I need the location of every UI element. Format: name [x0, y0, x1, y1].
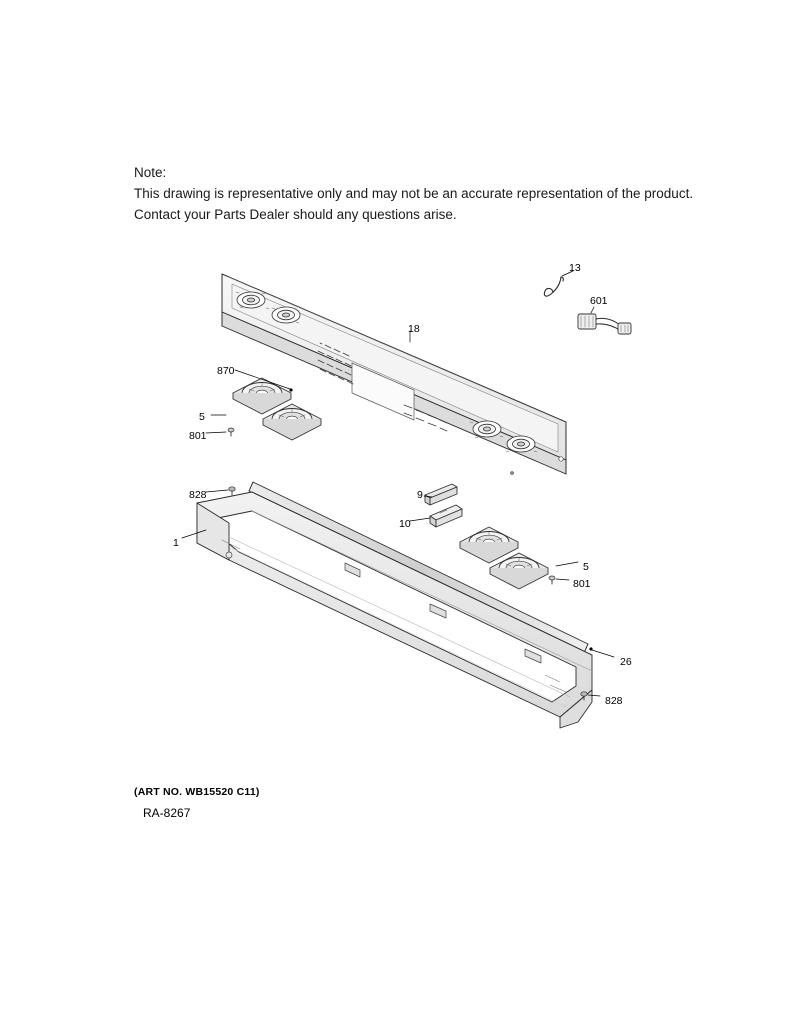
callout-801: 801: [573, 578, 591, 590]
part-1-cooktop-frame: [197, 492, 592, 728]
note-line-1: This drawing is representative only and may not be an accurate representation of the product.: [134, 186, 694, 201]
callout-13: 13: [569, 262, 581, 274]
callout-828: 828: [605, 695, 623, 707]
part-870-burner-assembly: [228, 378, 321, 440]
parts-diagram: [0, 230, 791, 770]
part-9-10-module: [425, 484, 462, 527]
parts-diagram-svg: [0, 230, 791, 770]
note-line-2: Contact your Parts Dealer should any questions arise.: [134, 207, 457, 222]
part-601-harness: [578, 314, 631, 334]
document-number: RA-8267: [143, 806, 191, 820]
callout-10: 10: [399, 518, 411, 530]
note-block: [134, 162, 774, 225]
art-number: (ART NO. WB15520 C11): [134, 786, 260, 798]
callout-9: 9: [417, 489, 423, 501]
callout-870: 870: [217, 365, 235, 377]
callout-828: 828: [189, 489, 207, 501]
callout-801: 801: [189, 430, 207, 442]
control-panel-18: [222, 274, 566, 475]
part-5-burner-assembly-right: [460, 527, 555, 589]
part-13-wire-clip: [544, 277, 563, 296]
callout-26: 26: [620, 656, 632, 668]
callout-5: 5: [199, 411, 205, 423]
callout-18: 18: [408, 323, 420, 335]
callout-5: 5: [583, 561, 589, 573]
callout-601: 601: [590, 295, 608, 307]
callout-1: 1: [173, 537, 179, 549]
note-heading: Note:: [134, 165, 167, 180]
